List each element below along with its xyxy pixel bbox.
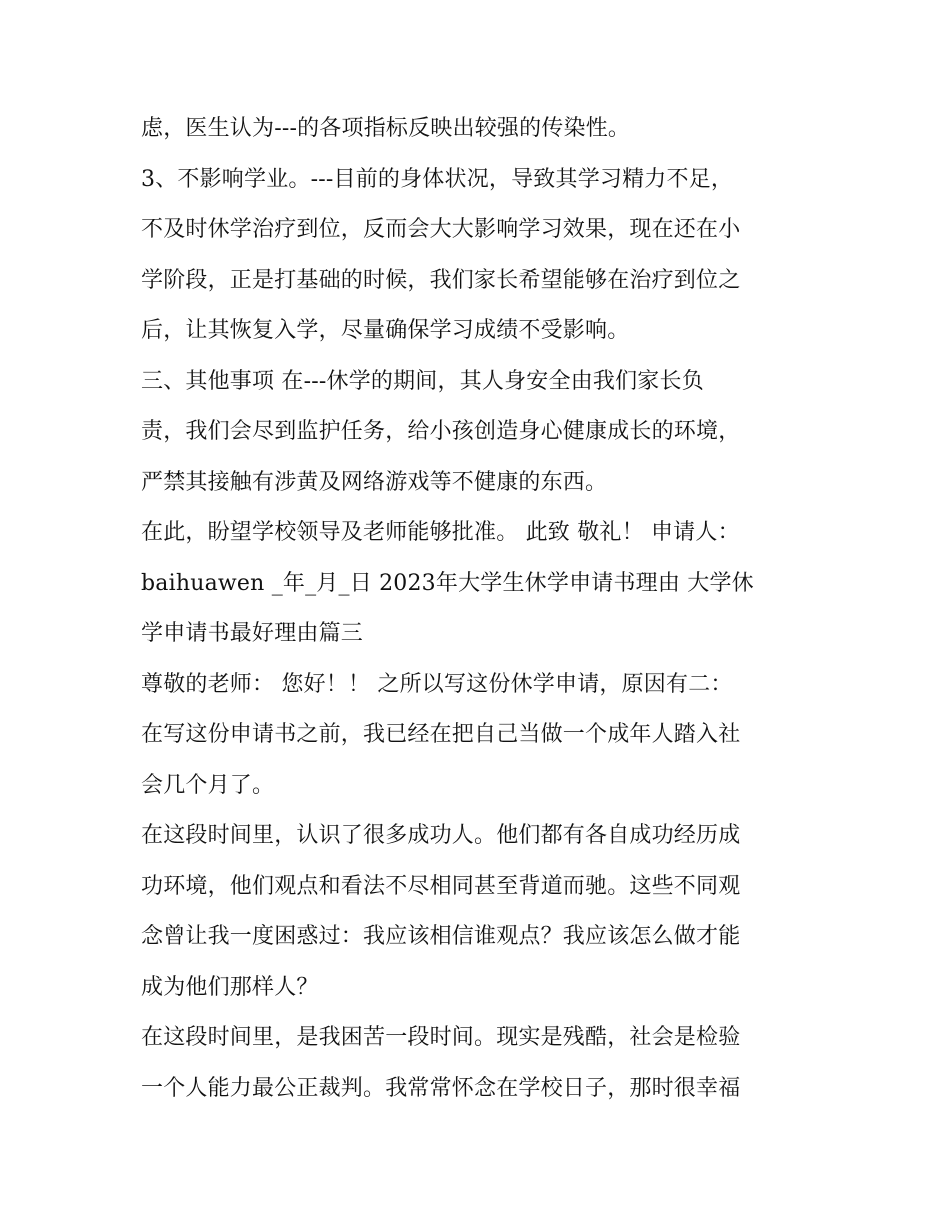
paragraph-greeting: [141, 660, 821, 812]
text-line: 在写这份申请书之前，我已经在把自己当做一个成年人踏入社: [141, 722, 741, 747]
text-line: 三、其他事项 在---休学的期间，其人身安全由我们家长负: [141, 368, 704, 394]
text-line: 虑，医生认为---的各项指标反映出较强的传染性。: [141, 116, 631, 141]
text-line: 功环境，他们观点和看法不尽相同甚至背道而驰。这些不同观: [141, 873, 741, 899]
text-line: 一个人能力最公正裁判。我常常怀念在学校日子，那时很幸福: [141, 1075, 741, 1101]
paragraph-closing-signature: [141, 508, 821, 660]
text-line: 在这段时间里，是我困苦一段时间。现实是残酷，社会是检验: [141, 1025, 741, 1050]
text-line: 成为他们那样人？: [141, 974, 319, 1000]
text-line: baihuawen _年_月_日 2023年大学生休学申请书理由 大学休: [141, 570, 754, 596]
text-line: 学申请书最好理由篇三: [141, 621, 364, 646]
text-line: 不及时休学治疗到位，反而会大大影响学习效果，现在还在小: [141, 217, 741, 242]
text-line: 严禁其接触有涉黄及网络游戏等不健康的东西。: [141, 469, 608, 495]
text-line: 责，我们会尽到监护任务，给小孩创造身心健康成长的环境，: [141, 419, 741, 444]
text-line: 在这段时间里，认识了很多成功人。他们都有各自成功经历成: [141, 823, 741, 848]
text-line: 在此，盼望学校领导及老师能够批准。 此致 敬礼！ 申请人：: [141, 520, 740, 545]
paragraph-hard-times: [141, 1013, 821, 1114]
text-line: 会几个月了。: [141, 772, 275, 798]
paragraph-medical-reason-end: [141, 104, 821, 155]
text-line: 学阶段，正是打基础的时候，我们家长希望能够在治疗到位之: [141, 267, 741, 293]
paragraph-academic-reason: [141, 155, 821, 357]
paragraph-successful-people: [141, 811, 821, 1013]
text-line: 3、不影响学业。---目前的身体状况，导致其学习精力不足，: [141, 166, 734, 192]
text-line: 后，让其恢复入学，尽量确保学习成绩不受影响。: [141, 318, 630, 343]
text-line: 尊敬的老师： 您好！！ 之所以写这份休学申请，原因有二：: [141, 671, 733, 697]
text-line: 念曾让我一度困惑过：我应该相信谁观点？我应该怎么做才能: [141, 924, 741, 949]
document-body: [141, 104, 821, 1114]
paragraph-other-matters: [141, 357, 821, 509]
